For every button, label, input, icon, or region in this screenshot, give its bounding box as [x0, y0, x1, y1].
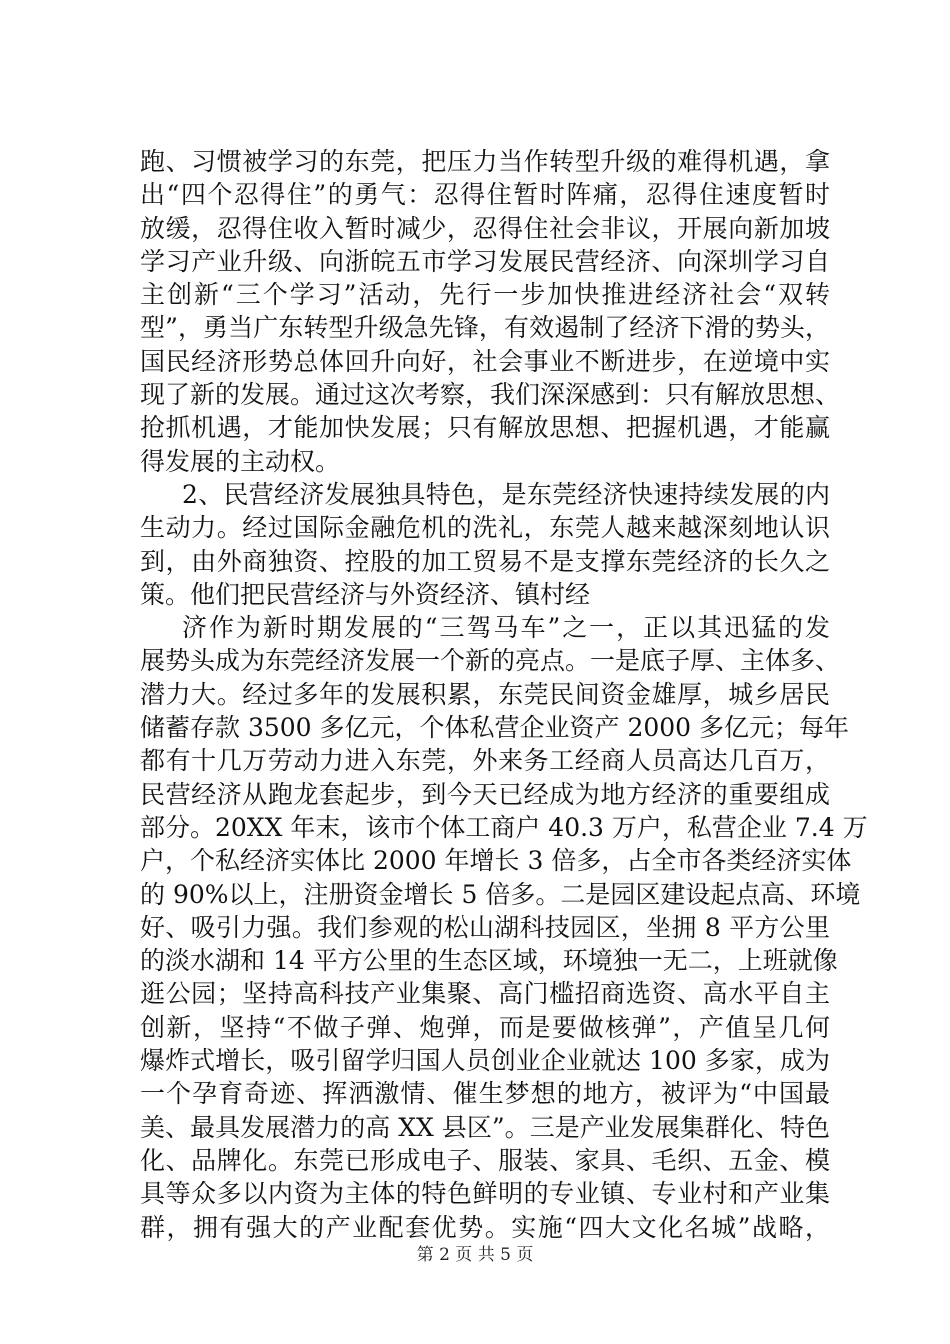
text-line: 出“四个忍得住”的勇气：忍得住暂时阵痛，忍得住速度暂时 — [140, 180, 830, 210]
text-line: 学习产业升级、向浙皖五市学习发展民营经济、向深圳学习自 — [140, 246, 830, 276]
text-line: 都有十几万劳动力进入东莞，外来务工经商人员高达几百万， — [140, 746, 830, 776]
text-line: 展势头成为东莞经济发展一个新的亮点。一是底子厚、主体多、 — [140, 646, 841, 676]
text-line: 户，个私经济实体比 2000 年增长 3 倍多，占全市各类经济实体 — [140, 846, 852, 876]
text-line: 得发展的主动权。 — [140, 446, 341, 476]
text-line: 放缓，忍得住收入暂时减少，忍得住社会非议，开展向新加坡 — [140, 213, 830, 243]
text-line: 现了新的发展。通过这次考察，我们深深感到：只有解放思想、 — [140, 380, 841, 410]
text-line: 爆炸式增长，吸引留学归国人员创业企业就达 100 多家，成为 — [140, 1046, 830, 1076]
text-line: 跑、习惯被学习的东莞，把压力当作转型升级的难得机遇，拿 — [140, 147, 830, 176]
text-line: 生动力。经过国际金融危机的洗礼，东莞人越来越深刻地认识 — [140, 513, 830, 543]
text-line: 主创新“三个学习”活动，先行一步加快推进经济社会“双转 — [140, 280, 830, 310]
text-line: 一个孕育奇迹、挥洒激情、催生梦想的地方，被评为“中国最 — [140, 1079, 830, 1109]
page-number-footer: 第 2 页 共 5 页 — [416, 1245, 534, 1265]
text-line: 创新，坚持“不做子弹、炮弹，而是要做核弹”，产值呈几何 — [140, 1012, 830, 1042]
text-line: 化、品牌化。东莞已形成电子、服装、家具、毛织、五金、模 — [140, 1145, 830, 1175]
text-line: 型”，勇当广东转型升级急先锋，有效遏制了经济下滑的势头， — [140, 313, 830, 343]
paragraph-start-line: 2、民营经济发展独具特色，是东莞经济快速持续发展的内 — [182, 479, 830, 509]
paragraph-start-line: 济作为新时期发展的“三驾马车”之一，正以其迅猛的发 — [182, 613, 830, 643]
text-line: 具等众多以内资为主体的特色鲜明的专业镇、专业村和产业集 — [140, 1179, 830, 1209]
text-line: 策。他们把民营经济与外资经济、镇村经 — [140, 579, 591, 609]
text-line: 民营经济从跑龙套起步，到今天已经成为地方经济的重要组成 — [140, 779, 830, 809]
text-line: 潜力大。经过多年的发展积累，东莞民间资金雄厚，城乡居民 — [140, 679, 830, 709]
document-body — [140, 145, 868, 1244]
text-line: 逛公园；坚持高科技产业集聚、高门槛招商选资、高水平自主 — [140, 979, 830, 1009]
text-line: 的 90%以上，注册资金增长 5 倍多。二是园区建设起点高、环境 — [140, 879, 861, 909]
text-line: 储蓄存款 3500 多亿元，个体私营企业资产 2000 多亿元；每年 — [140, 713, 850, 743]
text-line: 抢抓机遇，才能加快发展；只有解放思想、把握机遇，才能赢 — [140, 413, 830, 443]
text-line: 的淡水湖和 14 平方公里的生态区域，环境独一无二，上班就像 — [140, 946, 838, 976]
text-line: 美、最具发展潜力的高 XX 县区”。三是产业发展集群化、特色 — [140, 1112, 830, 1142]
text-line: 国民经济形势总体回升向好，社会事业不断进步，在逆境中实 — [140, 346, 830, 376]
text-line: 到，由外商独资、控股的加工贸易不是支撑东莞经济的长久之 — [140, 546, 830, 576]
text-line: 群，拥有强大的产业配套优势。实施“四大文化名城”战略， — [140, 1212, 830, 1242]
text-line: 好、吸引力强。我们参观的松山湖科技园区，坐拥 8 平方公里 — [140, 912, 830, 942]
text-line: 部分。20XX 年末，该市个体工商户 40.3 万户，私营企业 7.4 万 — [140, 812, 868, 842]
